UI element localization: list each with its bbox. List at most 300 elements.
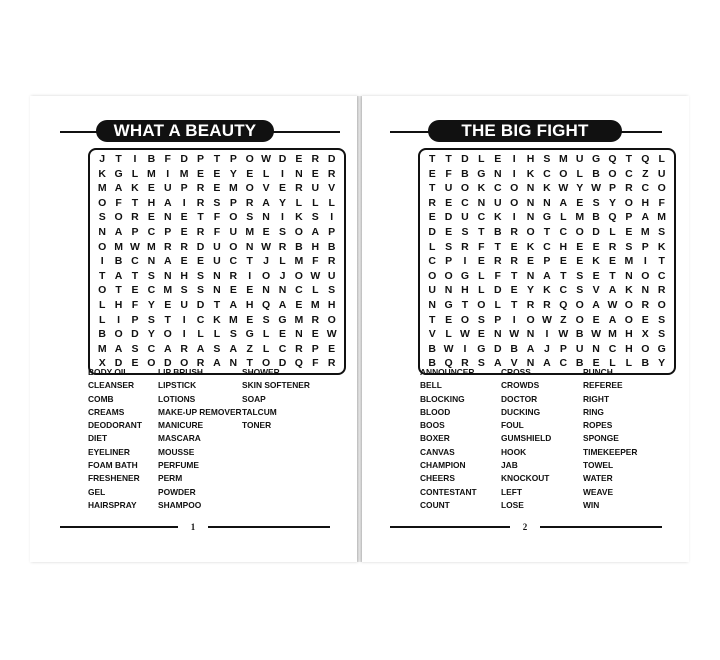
grid-letter: N (543, 196, 551, 209)
word-list-item: JAB (501, 460, 518, 471)
grid-letter: D (131, 328, 139, 341)
grid-letter: L (658, 153, 665, 165)
grid-letter: E (311, 167, 319, 180)
grid-letter: H (625, 328, 633, 341)
grid-letter: K (98, 167, 106, 180)
grid-letter: E (445, 196, 453, 209)
grid-letter: F (445, 167, 452, 180)
grid-letter: O (559, 167, 568, 180)
grid-letter: U (428, 284, 436, 297)
grid-letter: P (197, 153, 205, 165)
grid-letter: I (281, 167, 284, 180)
grid-letter: N (477, 196, 486, 209)
grid-letter: E (246, 284, 254, 297)
grid-letter: L (428, 240, 436, 253)
grid-letter: T (98, 269, 106, 282)
grid-letter: B (592, 167, 600, 180)
grid-letter: E (164, 298, 172, 311)
word-list-item: GUMSHIELD (501, 433, 552, 444)
grid-letter: O (624, 196, 633, 209)
grid-letter: K (295, 211, 303, 224)
page-footer (362, 520, 689, 534)
grid-letter: K (625, 284, 633, 297)
grid-letter: A (163, 255, 172, 268)
grid-letter: I (512, 211, 516, 224)
grid-letter: P (543, 255, 551, 268)
word-list-item: BLOOD (420, 406, 451, 417)
grid-letter: V (262, 182, 270, 195)
grid-letter: O (98, 196, 107, 209)
grid-letter: T (213, 298, 221, 311)
grid-letter: N (163, 269, 172, 282)
grid-letter: D (493, 342, 502, 355)
word-list-column (158, 366, 242, 512)
grid-letter: B (510, 342, 518, 355)
grid-letter: A (229, 342, 238, 355)
grid-letter: O (147, 357, 156, 370)
grid-letter: E (641, 313, 649, 326)
grid-letter: K (657, 240, 666, 253)
grid-letter: S (625, 240, 633, 253)
grid-letter: K (477, 182, 486, 195)
grid-letter: A (592, 298, 600, 311)
grid-letter: L (98, 313, 106, 326)
word-list-item: MOUSSE (158, 446, 195, 457)
grid-letter: M (640, 225, 650, 238)
grid-letter: C (229, 255, 238, 268)
grid-letter: C (641, 182, 650, 195)
grid-letter: C (196, 313, 205, 326)
grid-letter: S (197, 284, 205, 297)
word-list-item: SOAP (242, 393, 266, 404)
grid-letter: O (229, 240, 238, 253)
grid-letter: N (295, 167, 303, 180)
word-list-item: WATER (583, 473, 613, 484)
grid-letter: N (262, 211, 270, 224)
grid-letter: P (229, 153, 237, 165)
grid-letter: O (245, 182, 254, 195)
grid-letter: L (262, 167, 270, 180)
grid-letter: A (114, 342, 123, 355)
grid-letter: N (245, 240, 254, 253)
grid-letter: Y (608, 196, 616, 209)
grid-letter: I (182, 313, 186, 326)
grid-letter: R (180, 240, 188, 253)
grid-letter: W (607, 298, 618, 311)
word-list-item: RIGHT (583, 393, 610, 404)
grid-letter: V (510, 357, 518, 370)
grid-letter: P (608, 182, 616, 195)
grid-letter: E (278, 182, 286, 195)
grid-row (424, 167, 670, 182)
grid-letter: O (657, 182, 666, 195)
grid-letter: M (163, 284, 173, 297)
grid-letter: N (213, 284, 221, 297)
grid-letter: O (575, 313, 584, 326)
grid-letter: N (98, 225, 106, 238)
grid-letter: U (180, 298, 188, 311)
grid-letter: A (114, 182, 123, 195)
grid-letter: Y (229, 167, 237, 180)
grid-letter: I (182, 328, 186, 341)
grid-letter: M (146, 240, 156, 253)
grid-letter: E (147, 182, 155, 195)
grid-letter: C (608, 342, 617, 355)
grid-letter: S (328, 284, 336, 297)
grid-letter: L (279, 255, 286, 268)
grid-letter: O (180, 357, 189, 370)
footer-rule-left (60, 526, 178, 528)
grid-letter: K (131, 182, 139, 195)
grid-letter: P (625, 211, 633, 224)
grid-letter: K (543, 284, 551, 297)
grid-row (94, 152, 340, 167)
grid-letter: O (624, 298, 633, 311)
word-list-item: COUNT (420, 499, 450, 510)
grid-letter: W (310, 269, 321, 282)
word-list-item: CHAMPION (420, 460, 466, 471)
grid-row (94, 342, 340, 357)
grid-letter: T (428, 153, 436, 165)
grid-letter: W (591, 328, 602, 341)
grid-letter: S (576, 284, 584, 297)
word-list-item: SHAMPOO (158, 499, 202, 510)
grid-letter: Y (278, 196, 286, 209)
grid-letter: T (131, 269, 139, 282)
grid-letter: F (658, 196, 665, 209)
grid-letter: R (510, 225, 518, 238)
grid-letter: A (526, 342, 535, 355)
grid-letter: I (545, 328, 549, 341)
grid-letter: N (526, 211, 535, 224)
grid-letter: U (213, 255, 221, 268)
grid-letter: O (460, 182, 470, 195)
grid-letter: E (527, 255, 535, 268)
grid-letter: M (310, 298, 320, 311)
grid-letter: M (97, 342, 107, 355)
grid-letter: E (213, 182, 221, 195)
grid-letter: J (279, 269, 286, 282)
grid-letter: R (657, 284, 666, 297)
grid-letter: K (213, 313, 221, 326)
grid-letter: L (328, 196, 335, 209)
grid-letter: C (543, 240, 551, 253)
grid-letter: W (509, 328, 520, 341)
grid-letter: W (261, 153, 272, 165)
grid-letter: W (541, 313, 552, 326)
grid-letter: W (130, 240, 140, 253)
grid-letter: Z (560, 313, 567, 326)
grid-letter: R (229, 269, 238, 282)
grid-letter: F (494, 269, 501, 282)
word-list-item: TALCUM (242, 406, 277, 417)
grid-letter: E (428, 211, 436, 224)
word-list-item: LIPSTICK (158, 380, 197, 391)
grid-letter: B (592, 211, 600, 224)
grid-letter: L (478, 269, 485, 282)
word-list-item: CONTESTANT (420, 486, 477, 497)
grid-letter: W (261, 240, 272, 253)
word-list-item: LEFT (501, 486, 522, 497)
grid-letter: L (560, 211, 567, 224)
grid-letter: R (510, 255, 518, 268)
grid-letter: S (658, 313, 666, 326)
grid-letter: E (131, 357, 139, 370)
grid-letter: R (278, 240, 287, 253)
grid-letter: W (443, 342, 454, 355)
grid-letter: R (295, 182, 303, 195)
grid-letter: F (213, 211, 221, 224)
grid-letter: T (625, 153, 633, 165)
grid-letter: E (576, 255, 584, 268)
word-list-item: BELL (420, 380, 442, 391)
grid-letter: N (526, 182, 535, 195)
page-title: THE BIG FIGHT (428, 120, 622, 142)
word-list-item: HAIRSPRAY (88, 499, 137, 510)
grid-letter: C (493, 182, 502, 195)
grid-letter: C (147, 284, 156, 297)
grid-letter: O (526, 313, 535, 326)
grid-letter: P (559, 342, 567, 355)
grid-letter: L (625, 357, 633, 370)
grid-row (94, 313, 340, 328)
grid-letter: I (100, 255, 104, 268)
title-banner (30, 120, 357, 142)
grid-letter: R (461, 357, 469, 370)
grid-letter: A (196, 342, 205, 355)
grid-letter: L (478, 284, 485, 297)
word-list-column (242, 366, 322, 512)
grid-letter: E (180, 211, 188, 224)
grid-letter: D (592, 225, 600, 238)
grid-letter: I (512, 153, 516, 165)
word-list-item: BOOS (420, 420, 445, 431)
word-list-item: DIET (88, 433, 108, 444)
grid-letter: Q (294, 357, 303, 370)
grid-letter: H (147, 196, 156, 209)
grid-letter: O (114, 328, 123, 341)
grid-letter: K (592, 255, 600, 268)
grid-letter: R (625, 182, 633, 195)
grid-letter: Q (262, 298, 271, 311)
footer-rule-right (540, 526, 662, 528)
grid-letter: T (510, 269, 518, 282)
word-list-item: CLEANSER (88, 380, 135, 391)
grid-letter: O (641, 269, 650, 282)
grid-letter: U (575, 342, 584, 355)
grid-letter: R (608, 240, 617, 253)
grid-letter: C (147, 342, 156, 355)
grid-letter: M (228, 313, 238, 326)
word-list-item: CHEERS (420, 473, 455, 484)
grid-letter: E (445, 225, 453, 238)
grid-letter: C (559, 284, 568, 297)
grid-letter: A (543, 357, 551, 370)
grid-letter: K (543, 182, 551, 195)
grid-letter: A (493, 357, 502, 370)
grid-row (424, 210, 670, 225)
grid-letter: C (559, 225, 568, 238)
grid-letter: R (311, 153, 320, 165)
page-number: 1 (190, 522, 196, 532)
grid-letter: R (196, 225, 205, 238)
word-list-column (88, 366, 158, 512)
grid-letter: D (180, 153, 188, 165)
grid-letter: G (477, 342, 486, 355)
grid-row (94, 298, 340, 313)
grid-letter: C (461, 196, 469, 209)
word-list-column (583, 366, 663, 512)
grid-letter: B (114, 255, 123, 268)
grid-letter: L (213, 328, 221, 341)
grid-row (424, 313, 670, 328)
grid-letter: G (477, 167, 486, 180)
grid-letter: D (428, 225, 436, 238)
word-list-item: DUCKING (501, 406, 541, 417)
page-left (30, 96, 357, 562)
grid-letter: F (312, 357, 319, 370)
word-list-item: FOAM BATH (88, 460, 138, 471)
grid-letter: E (592, 240, 600, 253)
grid-letter: G (245, 328, 254, 341)
page-footer (30, 520, 357, 534)
grid-letter: I (281, 211, 284, 224)
grid-letter: P (641, 240, 649, 253)
grid-letter: B (575, 328, 584, 341)
word-list-item: LOTIONS (158, 393, 196, 404)
word-list-item: FOUL (501, 420, 524, 431)
grid-letter: E (278, 328, 286, 341)
grid-letter: O (114, 211, 123, 224)
grid-letter: O (510, 182, 519, 195)
grid-letter: A (608, 313, 617, 326)
grid-letter: F (131, 298, 139, 311)
grid-letter: A (608, 284, 617, 297)
word-list-item: RING (583, 406, 604, 417)
grid-letter: T (494, 240, 501, 253)
grid-letter: I (463, 255, 467, 268)
grid-letter: N (262, 284, 270, 297)
grid-letter: M (228, 182, 238, 195)
grid-row (94, 196, 340, 211)
grid-letter: D (278, 153, 287, 165)
grid-row (424, 152, 670, 167)
word-list-item: MASCARA (158, 433, 201, 444)
grid-letter: P (131, 313, 139, 326)
grid-letter: B (575, 357, 584, 370)
word-list-item: SHOWER (242, 367, 280, 377)
word-list-item: SPONGE (583, 433, 619, 444)
grid-letter: L (312, 284, 319, 297)
grid-letter: D (461, 153, 469, 165)
grid-letter: O (98, 284, 107, 297)
grid-letter: E (510, 284, 518, 297)
grid-letter: A (559, 196, 568, 209)
word-list-item: GEL (88, 486, 106, 497)
grid-letter: L (197, 328, 204, 341)
grid-letter: N (526, 269, 535, 282)
grid-letter: T (658, 255, 665, 268)
grid-letter: T (445, 153, 452, 165)
grid-letter: M (657, 211, 667, 224)
grid-letter: N (493, 328, 502, 341)
grid-letter: L (494, 298, 501, 311)
grid-letter: L (576, 167, 583, 180)
grid-letter: S (213, 342, 221, 355)
grid-letter: D (114, 357, 123, 370)
grid-letter: D (493, 284, 502, 297)
grid-letter: L (262, 342, 270, 355)
word-list-item: DEODORANT (88, 420, 142, 431)
grid-letter: O (608, 167, 617, 180)
grid-letter: R (526, 298, 535, 311)
grid-letter: S (147, 269, 155, 282)
grid-letter: R (543, 298, 551, 311)
grid-letter: A (278, 298, 287, 311)
word-list-item: BODY OIL (88, 367, 129, 377)
word-list-item: BOXER (420, 433, 450, 444)
grid-letter: E (246, 167, 254, 180)
grid-letter: E (559, 255, 567, 268)
grid-letter: E (494, 153, 502, 165)
grid-letter: W (460, 328, 470, 341)
grid-row (424, 327, 670, 342)
grid-letter: Y (576, 182, 584, 195)
grid-letter: B (147, 153, 156, 165)
grid-letter: N (444, 284, 453, 297)
grid-letter: R (461, 240, 469, 253)
grid-letter: E (576, 240, 584, 253)
word-list-item: CROSS (501, 367, 531, 377)
grid-letter: P (180, 182, 188, 195)
grid-letter: C (625, 167, 633, 180)
grid-letter: E (180, 225, 188, 238)
grid-letter: T (543, 225, 551, 238)
grid-letter: E (295, 298, 303, 311)
grid-letter: O (245, 153, 254, 165)
grid-letter: Y (147, 298, 155, 311)
grid-letter: G (460, 269, 470, 282)
grid-letter: I (643, 255, 647, 268)
grid-letter: A (311, 225, 320, 238)
grid-letter: E (592, 269, 600, 282)
grid-letter: O (262, 357, 271, 370)
grid-row (424, 342, 670, 357)
grid-row (424, 298, 670, 313)
grid-row (424, 181, 670, 196)
grid-letter: W (326, 328, 337, 341)
grid-letter: O (98, 240, 107, 253)
grid-letter: S (98, 211, 106, 224)
word-list-item: PERFUME (158, 460, 199, 471)
grid-letter: G (114, 167, 123, 180)
grid-letter: V (328, 182, 336, 195)
grid-letter: O (294, 269, 303, 282)
grid-letter: F (312, 255, 319, 268)
grid-letter: L (445, 328, 452, 341)
grid-letter: N (526, 357, 535, 370)
grid-letter: N (163, 211, 172, 224)
grid-letter: Y (527, 284, 535, 297)
grid-letter: H (625, 342, 633, 355)
grid-letter: E (229, 284, 237, 297)
grid-row (94, 240, 340, 255)
word-list-item: TIMEKEEPER (583, 446, 638, 457)
grid-letter: H (180, 269, 188, 282)
grid-row (424, 283, 670, 298)
footer-rule-right (208, 526, 330, 528)
grid-letter: E (197, 255, 205, 268)
